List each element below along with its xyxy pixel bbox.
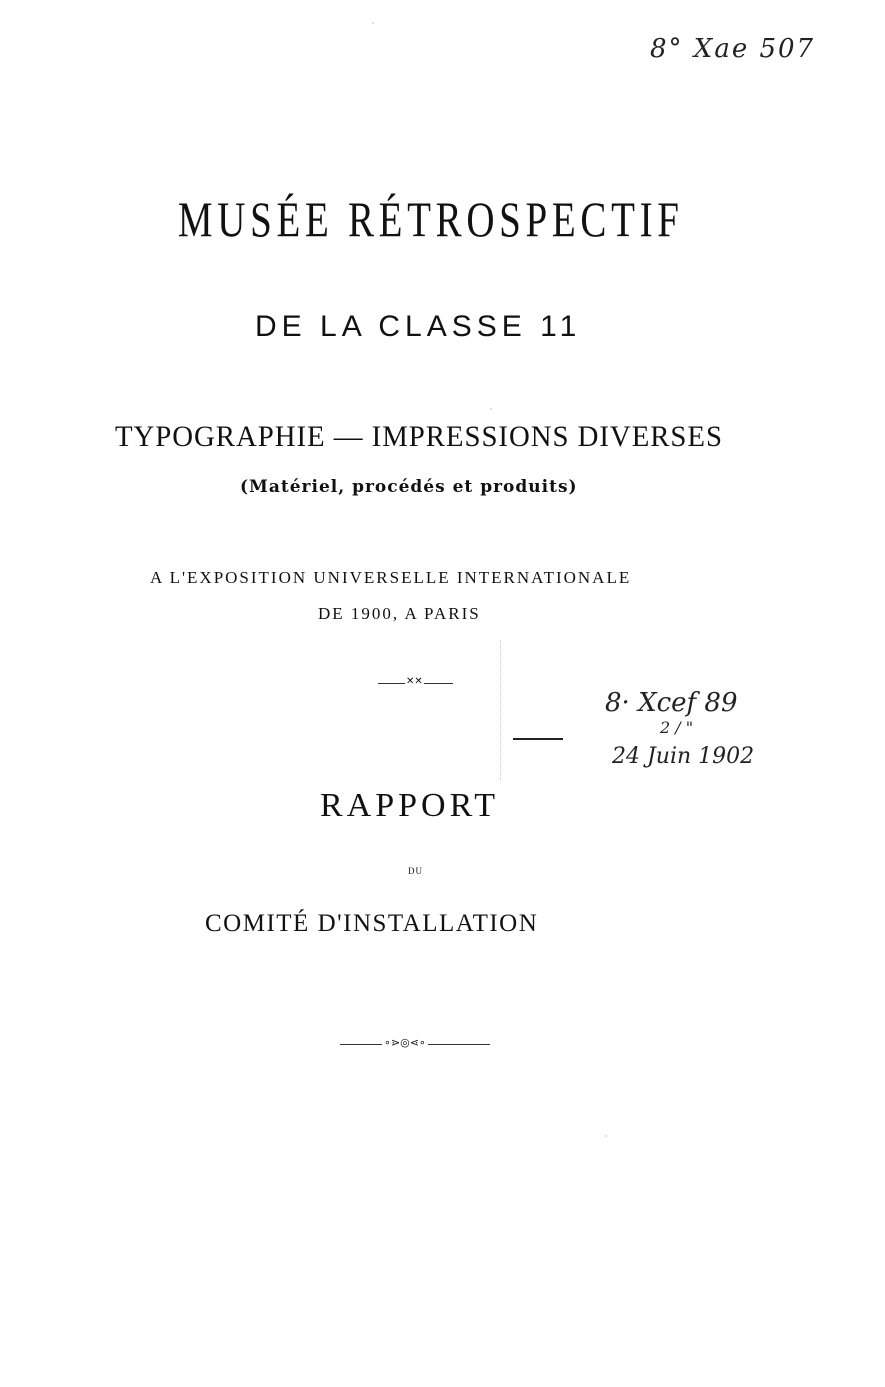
paper-speck — [490, 408, 492, 410]
subtitle-materiel: (Matériel, procédés et produits) — [240, 477, 578, 497]
stamp-sub-mark: 2 / " — [660, 718, 694, 737]
stamp-date: 24 Juin 1902 — [612, 744, 755, 769]
report-title: RAPPORT — [320, 787, 500, 824]
ornament-knot-icon: ✕✕ — [406, 676, 423, 687]
report-connector: DU — [408, 866, 423, 876]
ornament-divider-small — [378, 676, 453, 687]
stamp-call-number: 8· Xcef 89 — [605, 688, 738, 718]
exposition-line-2: DE 1900, A PARIS — [318, 604, 481, 623]
ornament-divider-large — [340, 1036, 490, 1049]
title-musee-retrospectif: MUSÉE RÉTROSPECTIF — [177, 191, 684, 247]
title-typographie: TYPOGRAPHIE — IMPRESSIONS DIVERSES — [115, 420, 723, 453]
stamp-dash — [513, 738, 563, 740]
exposition-line-1: A L'EXPOSITION UNIVERSELLE INTERNATIONALE — [150, 568, 632, 587]
paper-speck — [605, 1135, 607, 1137]
paper-speck — [372, 22, 374, 24]
handwritten-shelfmark: 8° Xae 507 — [650, 34, 816, 64]
report-subject: COMITÉ D'INSTALLATION — [205, 910, 539, 937]
ornament-flourish-icon: ∘⋗◎⋖∘ — [384, 1036, 426, 1049]
title-classe: DE LA CLASSE 11 — [255, 310, 582, 343]
